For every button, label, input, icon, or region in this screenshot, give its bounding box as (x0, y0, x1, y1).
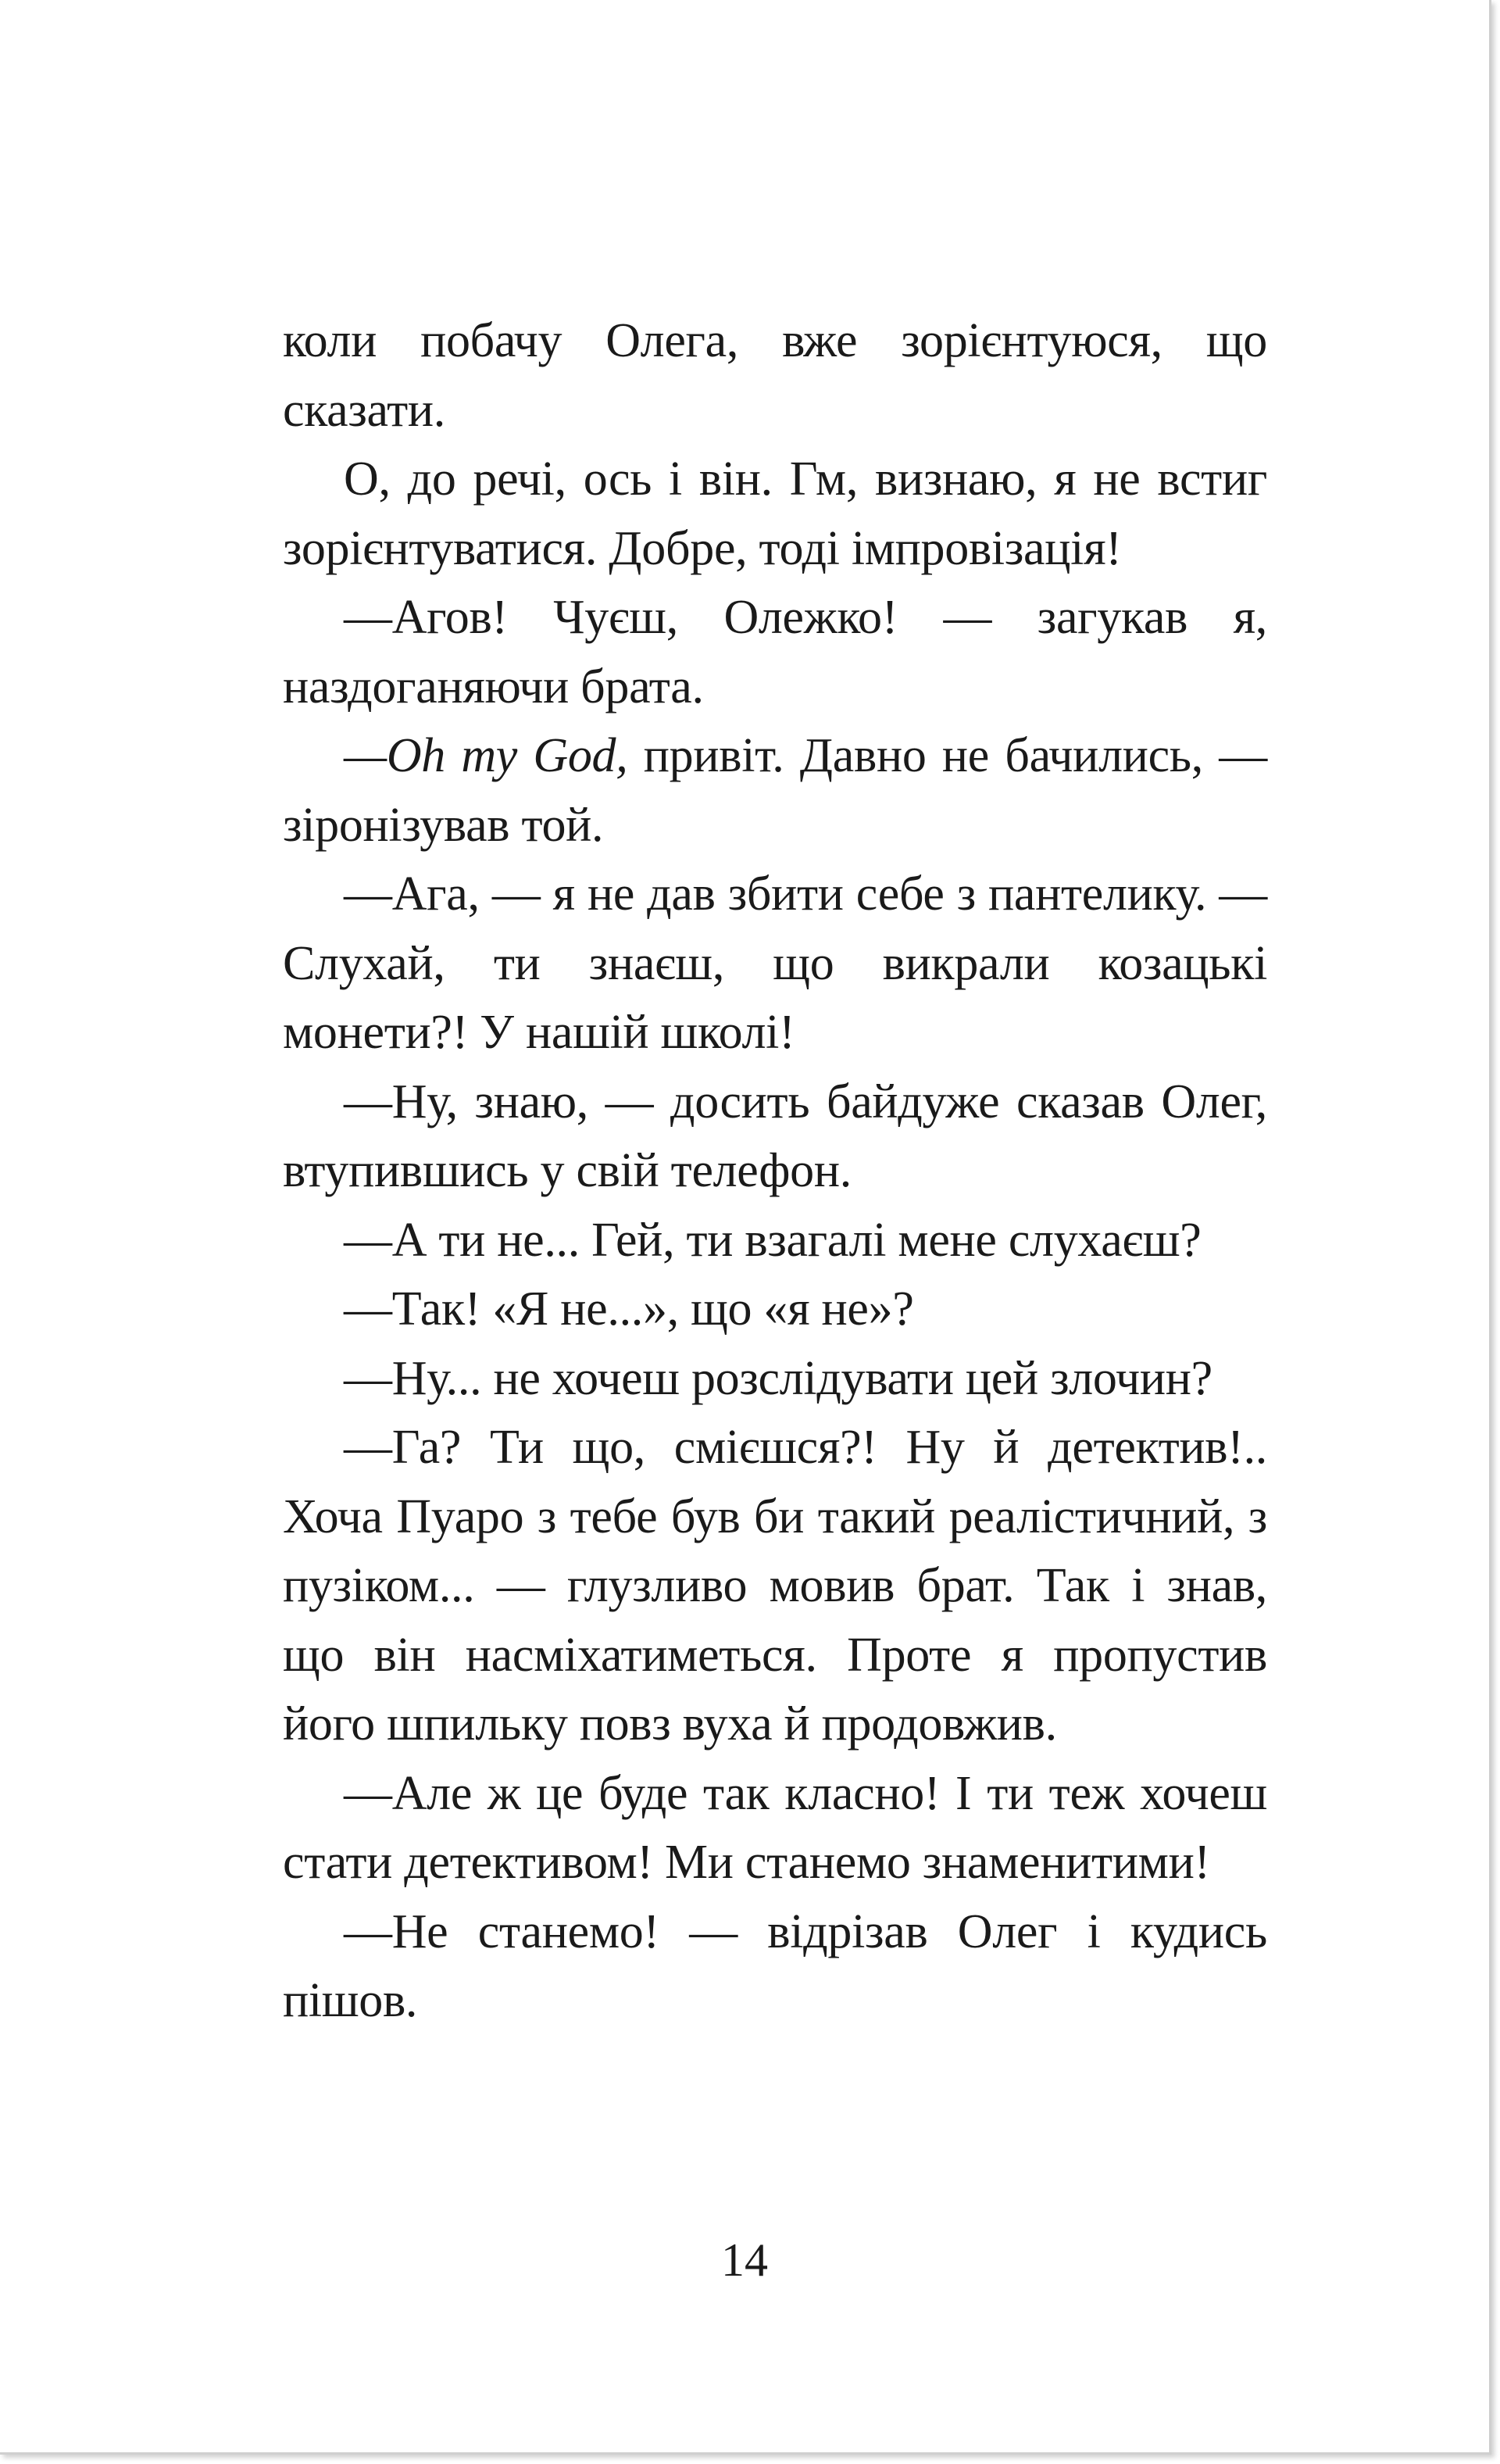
paragraph: коли побачу Олега, вже зорієнтуюся, що сказати. (283, 314, 1267, 437)
page-text (283, 306, 1267, 2036)
paragraph (283, 721, 1267, 860)
paragraph: —Га? Ти що, смієшся?! Ну й детектив!.. Хоча Пуаро з тебе був би такий реалістичний, з пузіком... — глузливо мовив брат. Так і знав, що він насміхатиметься. Проте я пропустив його шпильку повз вуха й продовжив. (283, 1421, 1267, 1751)
paragraph: —Агов! Чуєш, Олежко! — загукав я, наздоганяючи брата. (283, 591, 1267, 713)
page-number: 14 (721, 2234, 768, 2286)
paragraph: —Ага, — я не дав збити себе з пантелику. — Слухай, ти знаєш, що викрали козацькі монети?! У нашій школі! (283, 867, 1267, 1059)
paragraph: О, до речі, ось і він. Гм, визнаю, я не встиг зорієнтуватися. Добре, тоді імпровізація! (283, 452, 1267, 575)
italic-phrase: —Oh my God, (344, 729, 628, 782)
paragraph: —Так! «Я не...», що «я не»? (344, 1282, 914, 1336)
paragraph: —Ну, знаю, — досить байдуже сказав Олег, втупившись у свій телефон. (283, 1075, 1267, 1197)
paragraph: —Ну... не хочеш розслідувати цей злочин? (344, 1351, 1212, 1405)
paragraph-rest: привіт. Давно не бачились, — зіронізував той. (283, 729, 1268, 852)
paragraph: —Не станемо! — відрізав Олег і кудись пішов. (283, 1904, 1267, 2027)
paragraph: —А ти не... Гей, ти взагалі мене слухаєш? (344, 1213, 1202, 1267)
paragraph: —Але ж це буде так класно! І ти теж хочеш стати детективом! Ми станемо знаменитими! (283, 1766, 1267, 1889)
